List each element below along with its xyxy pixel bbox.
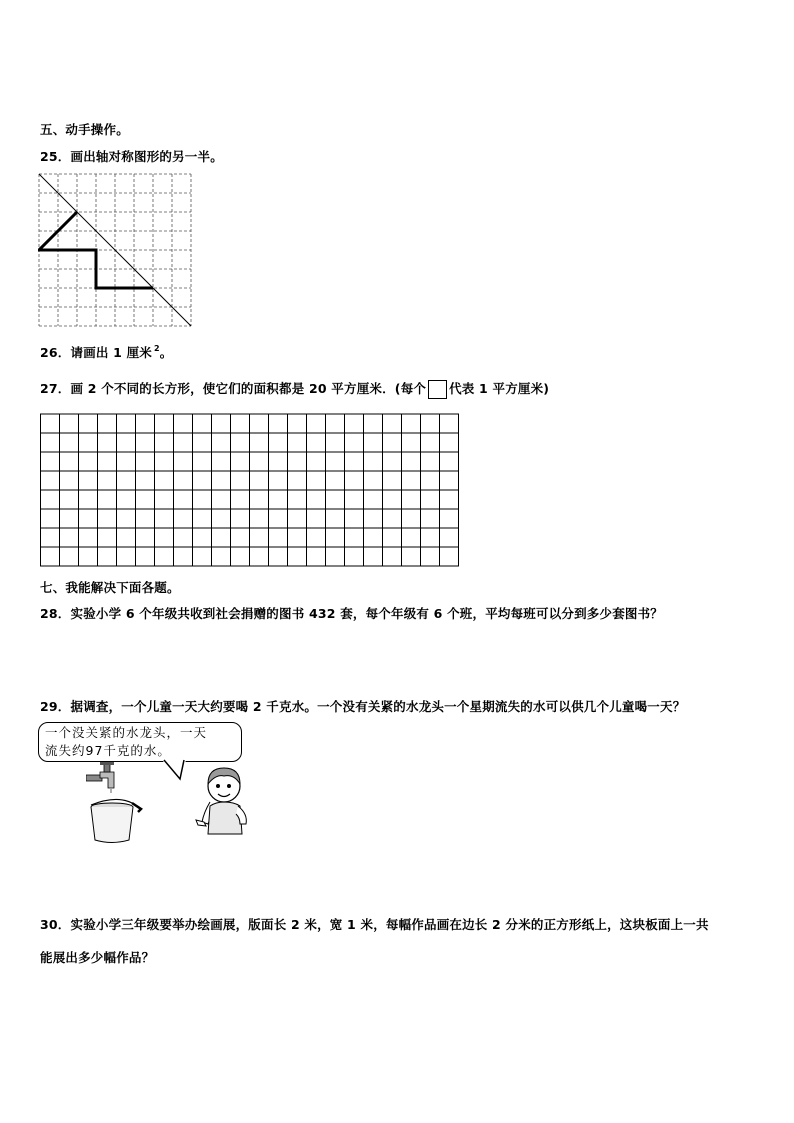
question-26: 26．请画出 1 厘米 $^2$。 — [40, 344, 173, 360]
section-7-heading: 七、我能解决下面各题。 — [40, 580, 180, 595]
bubble-line-1: 一个没关紧的水龙头，一天 — [45, 725, 208, 740]
boy-illustration — [194, 762, 254, 837]
bubble-line-2: 流失约97千克的水。 — [45, 743, 171, 758]
question-25: 25．画出轴对称图形的另一半。 — [40, 149, 223, 164]
unit-square-icon — [428, 380, 447, 399]
question-30-line-1: 30．实验小学三年级要举办绘画展，版面长 2 米，宽 1 米，每幅作品画在边长 2 分米的正方形纸上，这块板面上一共 — [40, 917, 709, 932]
question-30-line-2: 能展出多少幅作品？ — [40, 950, 155, 965]
bucket-icon — [88, 795, 144, 845]
question-29: 29．据调查，一个儿童一天大约要喝 2 千克水。一个没有关紧的水龙头一个星期流失的水可以供几个儿童喝一天？ — [40, 699, 686, 714]
q27-drawing-grid[interactable] — [40, 413, 462, 569]
question-27: 27．画 2 个不同的长方形，使它们的面积都是 20 平方厘米．(每个 代表 1 平方厘米) — [40, 379, 549, 399]
q25-symmetry-grid[interactable] — [38, 173, 193, 328]
section-5-heading: 五、动手操作。 — [40, 122, 129, 137]
question-28: 28．实验小学 6 个年级共收到社会捐赠的图书 432 套，每个年级有 6 个班，平均每班可以分到多少套图书？ — [40, 606, 663, 621]
faucet-icon — [86, 762, 126, 794]
speech-bubble — [38, 722, 242, 762]
